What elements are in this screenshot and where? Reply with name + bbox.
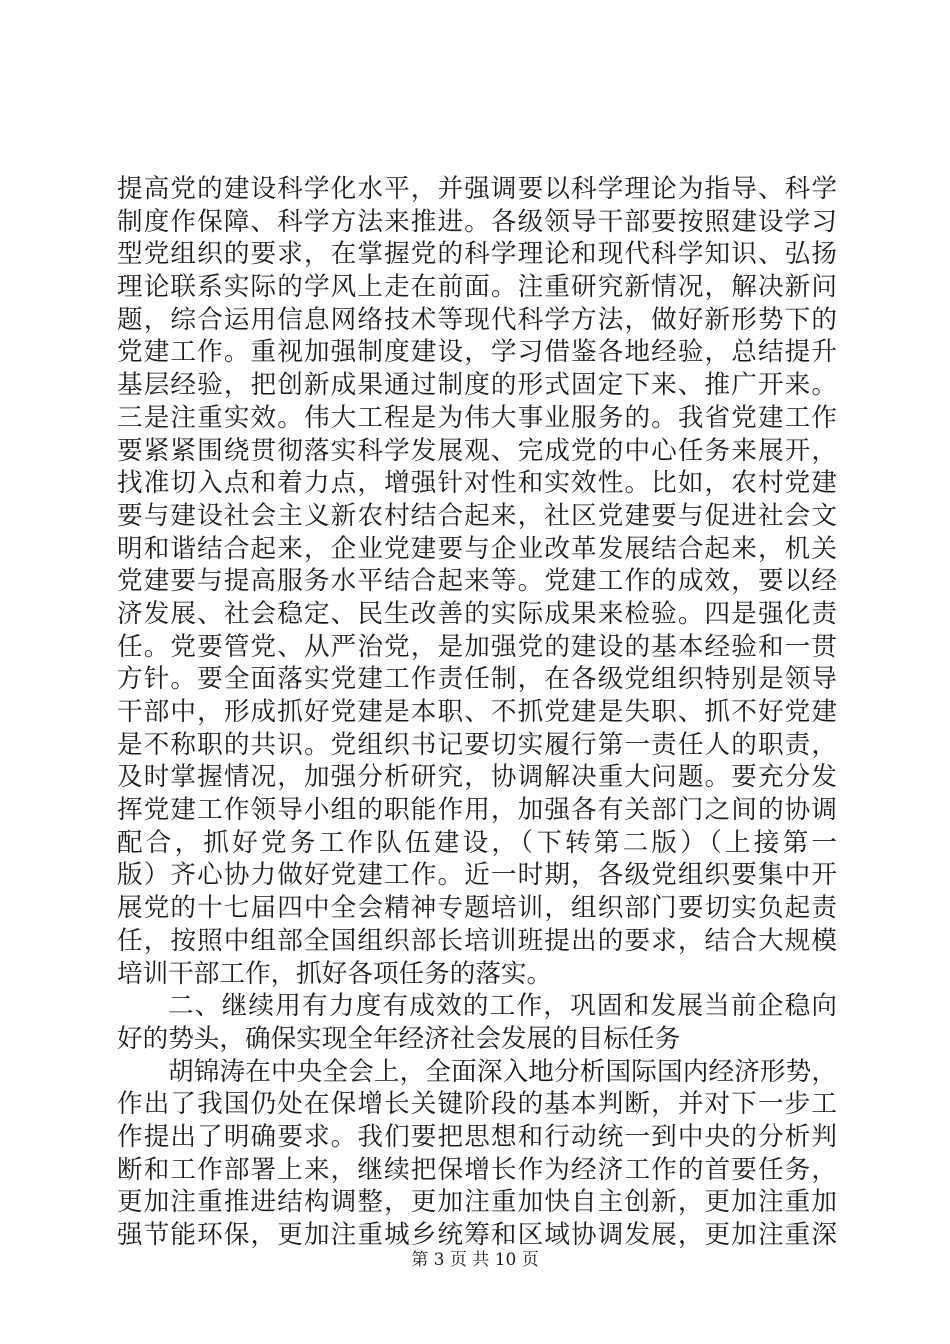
text-line: 强节能环保，更加注重城乡统筹和区域协调发展，更加注重深 xyxy=(117,1220,837,1250)
text-line: 三是注重实效。伟大工程是为伟大事业服务的。我省党建工作 xyxy=(117,402,837,433)
text-line: 干部中，形成抓好党建是本职、不抓党建是失职、抓不好党建 xyxy=(117,697,837,727)
page-footer: 第 3 页 共 10 页 xyxy=(411,1250,539,1270)
text-line: 型党组织的要求，在掌握党的科学理论和现代科学知识、弘扬 xyxy=(117,239,837,270)
text-line: 是不称职的共识。党组织书记要切实履行第一责任人的职责， xyxy=(117,729,837,760)
text-line: 方针。要全面落实党建工作责任制，在各级党组织特别是领导 xyxy=(117,664,837,695)
text-line: 胡锦涛在中央全会上，全面深入地分析国际国内经济形势， xyxy=(168,1056,837,1087)
text-line: 济发展、社会稳定、民生改善的实际成果来检验。四是强化责 xyxy=(117,598,837,629)
text-line: 党建要与提高服务水平结合起来等。党建工作的成效，要以经 xyxy=(117,566,837,597)
text-line: 明和谐结合起来，企业党建要与企业改革发展结合起来，机关 xyxy=(117,533,837,564)
text-line: 版）齐心协力做好党建工作。近一时期，各级党组织要集中开 xyxy=(117,860,837,891)
text-line: 培训干部工作，抓好各项任务的落实。 xyxy=(117,958,553,989)
text-line: 理论联系实际的学风上走在前面。注重研究新情况，解决新问 xyxy=(117,272,837,303)
text-line: 题，综合运用信息网络技术等现代科学方法，做好新形势下的 xyxy=(117,304,837,335)
text-line: 挥党建工作领导小组的职能作用，加强各有关部门之间的协调 xyxy=(117,795,837,826)
text-line: 好的势头，确保实现全年经济社会发展的目标任务 xyxy=(117,1023,681,1054)
text-line: 要与建设社会主义新农村结合起来，社区党建要与促进社会文 xyxy=(117,500,837,531)
text-line: 要紧紧围绕贯彻落实科学发展观、完成党的中心任务来展开， xyxy=(117,435,837,466)
text-line: 党建工作。重视加强制度建设，学习借鉴各地经验，总结提升 xyxy=(117,337,837,368)
text-line: 任，按照中组部全国组织部长培训班提出的要求，结合大规模 xyxy=(117,925,837,956)
text-line: 基层经验，把创新成果通过制度的形式固定下来、推广开来。 xyxy=(117,370,837,401)
text-line: 二、继续用有力度有成效的工作，巩固和发展当前企稳向 xyxy=(168,991,837,1022)
text-line: 展党的十七届四中全会精神专题培训，组织部门要切实负起责 xyxy=(117,893,837,924)
text-line: 断和工作部署上来，继续把保增长作为经济工作的首要任务， xyxy=(117,1154,837,1185)
text-line: 作出了我国仍处在保增长关键阶段的基本判断，并对下一步工 xyxy=(117,1089,837,1120)
document-body xyxy=(117,173,837,1252)
text-line: 及时掌握情况，加强分析研究，协调解决重大问题。要充分发 xyxy=(117,762,837,793)
text-line: 配合，抓好党务工作队伍建设，（下转第二版）（上接第一 xyxy=(117,827,837,858)
text-line: 更加注重推进结构调整，更加注重加快自主创新，更加注重加 xyxy=(117,1187,837,1218)
text-line: 作提出了明确要求。我们要把思想和行动统一到中央的分析判 xyxy=(117,1121,837,1152)
text-line: 任。党要管党、从严治党，是加强党的建设的基本经验和一贯 xyxy=(117,631,837,662)
text-line: 提高党的建设科学化水平，并强调要以科学理论为指导、科学 xyxy=(117,174,837,204)
text-line: 制度作保障、科学方法来推进。各级领导干部要按照建设学习 xyxy=(117,206,837,237)
text-line: 找准切入点和着力点，增强针对性和实效性。比如，农村党建 xyxy=(117,468,837,499)
